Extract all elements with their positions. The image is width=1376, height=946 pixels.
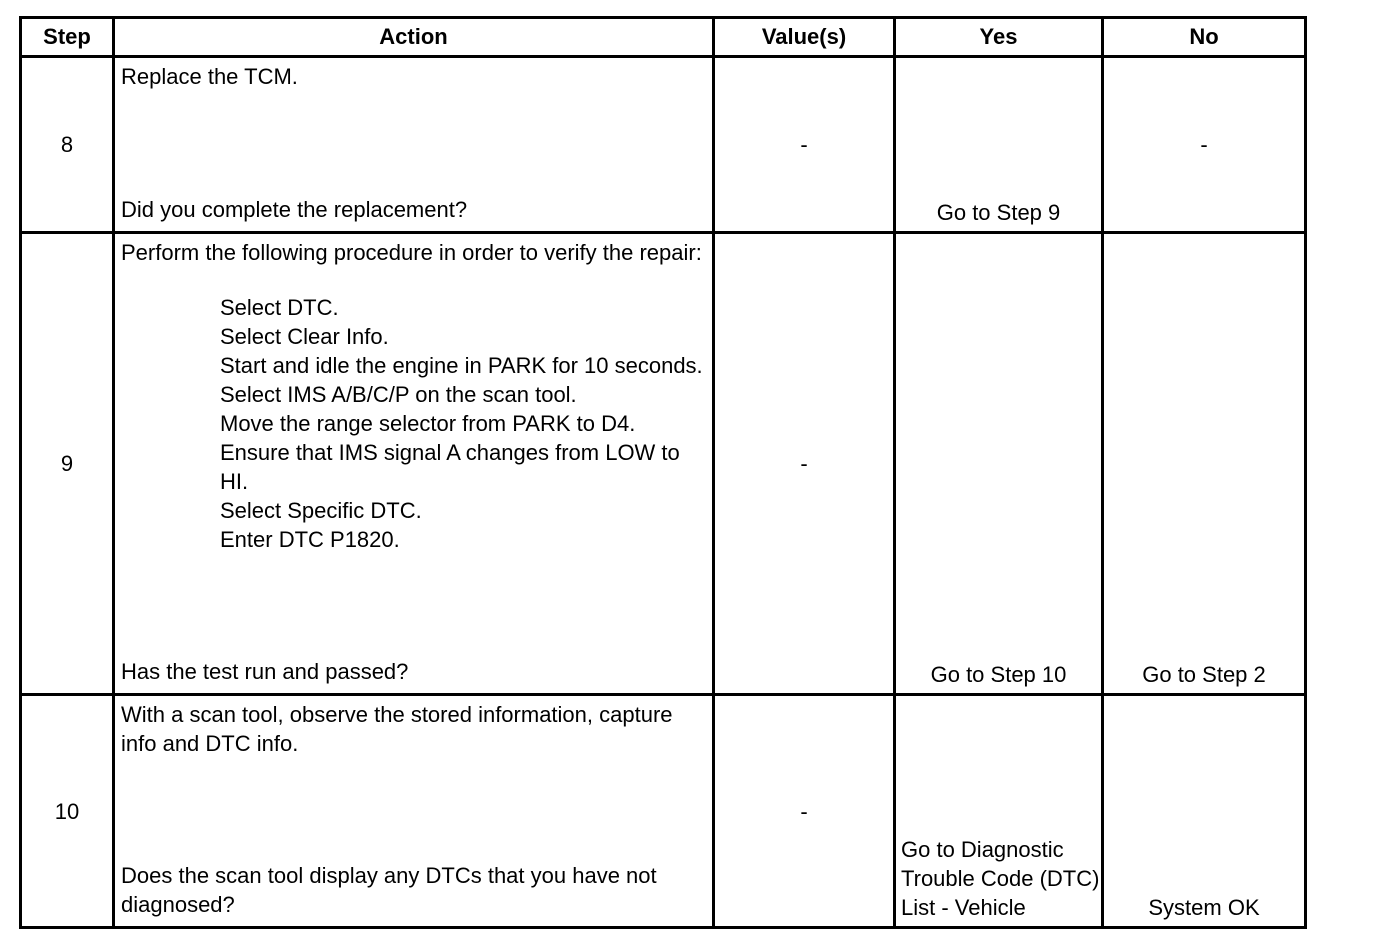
action-question: Has the test run and passed?	[121, 659, 409, 684]
action-cell	[114, 233, 714, 695]
no-cell: Go to Step 2	[1103, 233, 1306, 695]
action-prompt: With a scan tool, observe the stored information, capture info and DTC info.	[121, 702, 673, 756]
list-item: Enter DTC P1820.	[220, 527, 400, 552]
list-item: Select DTC.	[220, 295, 339, 320]
list-item: Select Clear Info.	[220, 324, 389, 349]
value-cell: -	[714, 233, 895, 695]
action-cell	[114, 57, 714, 233]
header-values: Value(s)	[714, 18, 895, 57]
table-row	[21, 233, 1306, 695]
action-prompt: Perform the following procedure in order to verify the repair:	[121, 240, 702, 265]
step-number: 10	[21, 695, 114, 928]
yes-cell: Go to Step 9	[895, 57, 1103, 233]
header-yes: Yes	[895, 18, 1103, 57]
value-cell: -	[714, 695, 895, 928]
action-cell	[114, 695, 714, 928]
table-row	[21, 695, 1306, 928]
header-step: Step	[21, 18, 114, 57]
action-question: Does the scan tool display any DTCs that you have not diagnosed?	[121, 863, 657, 917]
header-no: No	[1103, 18, 1306, 57]
list-item: Move the range selector from PARK to D4.	[220, 411, 636, 436]
header-row	[21, 18, 1306, 57]
yes-cell: Go to Step 10	[895, 233, 1103, 695]
list-item: Start and idle the engine in PARK for 10 seconds.	[220, 353, 703, 378]
table-row	[21, 57, 1306, 233]
yes-cell: Go to Diagnostic Trouble Code (DTC) List - Vehicle	[895, 695, 1103, 928]
header-action: Action	[114, 18, 714, 57]
action-prompt: Replace the TCM.	[121, 64, 298, 89]
no-cell: System OK	[1103, 695, 1306, 928]
list-item: Ensure that IMS signal A changes from LOW to HI.	[220, 440, 680, 494]
action-question: Did you complete the replacement?	[121, 197, 468, 222]
list-item: Select IMS A/B/C/P on the scan tool.	[220, 382, 577, 407]
procedure-list	[121, 293, 706, 554]
list-item: Select Specific DTC.	[220, 498, 422, 523]
step-number: 9	[21, 233, 114, 695]
diagnostic-table	[19, 16, 1307, 929]
value-cell: -	[714, 57, 895, 233]
no-cell: -	[1103, 57, 1306, 233]
step-number: 8	[21, 57, 114, 233]
